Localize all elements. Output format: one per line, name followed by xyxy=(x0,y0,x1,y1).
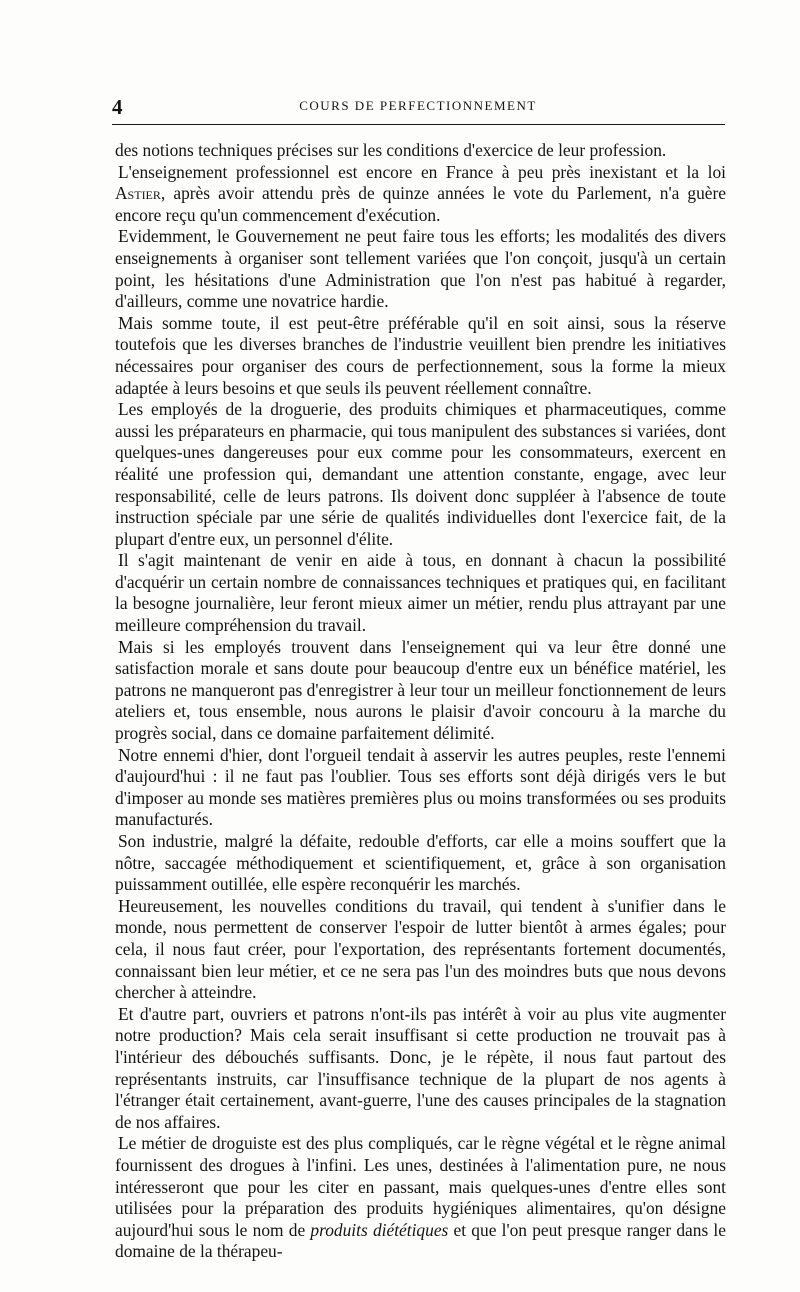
paragraph-text: et que l'on peut presque ranger dans le domaine de la thérapeu- xyxy=(115,1219,726,1262)
paragraph: Son industrie, malgré la défaite, redouble d'efforts, car elle a moins souffert que la nôtre, saccagée méthodiquement et scientifiquement, et, grâce à son organisation puissamment outillée, elle espère reconquérir les marchés. xyxy=(115,831,726,895)
paragraph-text: L'enseignement professionnel est encore en France à peu près inexistant et la loi xyxy=(118,161,726,182)
author-name: Astier xyxy=(115,183,161,204)
paragraph xyxy=(115,162,726,227)
paragraph-text: , après avoir attendu près de quinze années le vote du Parlement, n'a guère encore reçu qu'un commencement d'exécution. xyxy=(115,183,726,225)
paragraph: Notre ennemi d'hier, dont l'orgueil tendait à asservir les autres peuples, reste l'ennemi d'aujourd'hui : il ne faut pas l'oublier. Tous ses efforts sont déjà dirigés vers le but d'imposer au monde ses matières premières plus ou moins transformées ou ses produits manufacturés. xyxy=(115,744,726,830)
italic-term: produits diététiques xyxy=(310,1219,449,1240)
paragraph: Il s'agit maintenant de venir en aide à tous, en donnant à chacun la possibilité d'acquérir un certain nombre de connaissances techniques et pratiques qui, en facilitant la besogne journalière, leur feront mieux aimer un métier, rendu plus attrayant par une meilleure compréhension du travail. xyxy=(115,550,726,636)
page-number: 4 xyxy=(112,95,123,119)
paragraph: Evidemment, le Gouvernement ne peut faire tous les efforts; les modalités des divers enseignements à organiser sont tellement variées que l'on conçoit, jusqu'à un certain point, les hésitations d'une Administration que l'on n'est pas habitué à regarder, d'ailleurs, comme une novatrice hardie. xyxy=(115,226,726,312)
paragraph: Et d'autre part, ouvriers et patrons n'ont-ils pas intérêt à voir au plus vite augmenter notre production? Mais cela serait insuffisant si cette production ne trouvait pas à l'intérieur des débouchés suffisants. Donc, je le répète, il nous faut partout des représentants instruits, car l'insuffisance technique de la plupart de nos agents à l'étranger était certainement, avant-guerre, l'une des causes principales de la stagnation de nos affaires. xyxy=(115,1003,726,1132)
header-rule xyxy=(112,124,725,125)
paragraph: Les employés de la droguerie, des produits chimiques et pharmaceutiques, comme aussi les préparateurs en pharmacie, qui tous manipulent des substances si variées, dont quelques-unes dangereuses pour eux comme pour les consommateurs, exercent en réalité une profession qui, demandant une attention constante, engage, avec leur responsabilité, celle de leurs patrons. Ils doivent donc suppléer à l'absence de toute instruction spéciale par une série de qualités individuelles dont l'exercice fait, de la plupart d'entre eux, un personnel d'élite. xyxy=(115,399,726,549)
paragraph: Mais si les employés trouvent dans l'enseignement qui va leur être donné une satisfaction morale et sans doute pour beaucoup d'entre eux un bénéfice matériel, les patrons ne manqueront pas d'enregistrer à leur tour un meilleur fonctionnement de leurs ateliers et, tous ensemble, nous aurons le plaisir d'avoir concouru à la marche du progrès social, dans ce domaine parfaitement délimité. xyxy=(115,636,726,744)
paragraph: des notions techniques précises sur les conditions d'exercice de leur profession. xyxy=(115,140,667,160)
paragraph xyxy=(115,1133,726,1263)
page-header xyxy=(108,95,728,117)
running-head: COURS DE PERFECTIONNEMENT xyxy=(299,98,537,113)
body-text xyxy=(115,140,726,1263)
paragraph: Heureusement, les nouvelles conditions du travail, qui tendent à s'unifier dans le monde, nous permettent de conserver l'espoir de lutter bientôt à armes égales; pour cela, il nous faut créer, pour l'exportation, des représentants fortement documentés, connaissant bien leur métier, et ce ne sera pas l'un des moindres buts que nous devons chercher à atteindre. xyxy=(115,895,726,1003)
paragraph: Mais somme toute, il est peut-être préférable qu'il en soit ainsi, sous la réserve toutefois que les diverses branches de l'industrie veuillent bien prendre les initiatives nécessaires pour organiser des cours de perfectionnement, sous la forme la mieux adaptée à leurs besoins et que seuls ils peuvent réellement connaître. xyxy=(115,312,726,398)
paragraph-text: Le métier de droguiste est des plus compliqués, car le règne végétal et le règne animal fournissent des drogues à l'infini. Les unes, destinées à l'alimentation pure, ne nous intéresseront que pour les citer en passant, mais quelques-unes d'entre elles sont utilisées pour la préparation des produits hygiéniques alimentaires, qu'on désigne aujourd'hui sous le nom de xyxy=(115,1133,726,1240)
